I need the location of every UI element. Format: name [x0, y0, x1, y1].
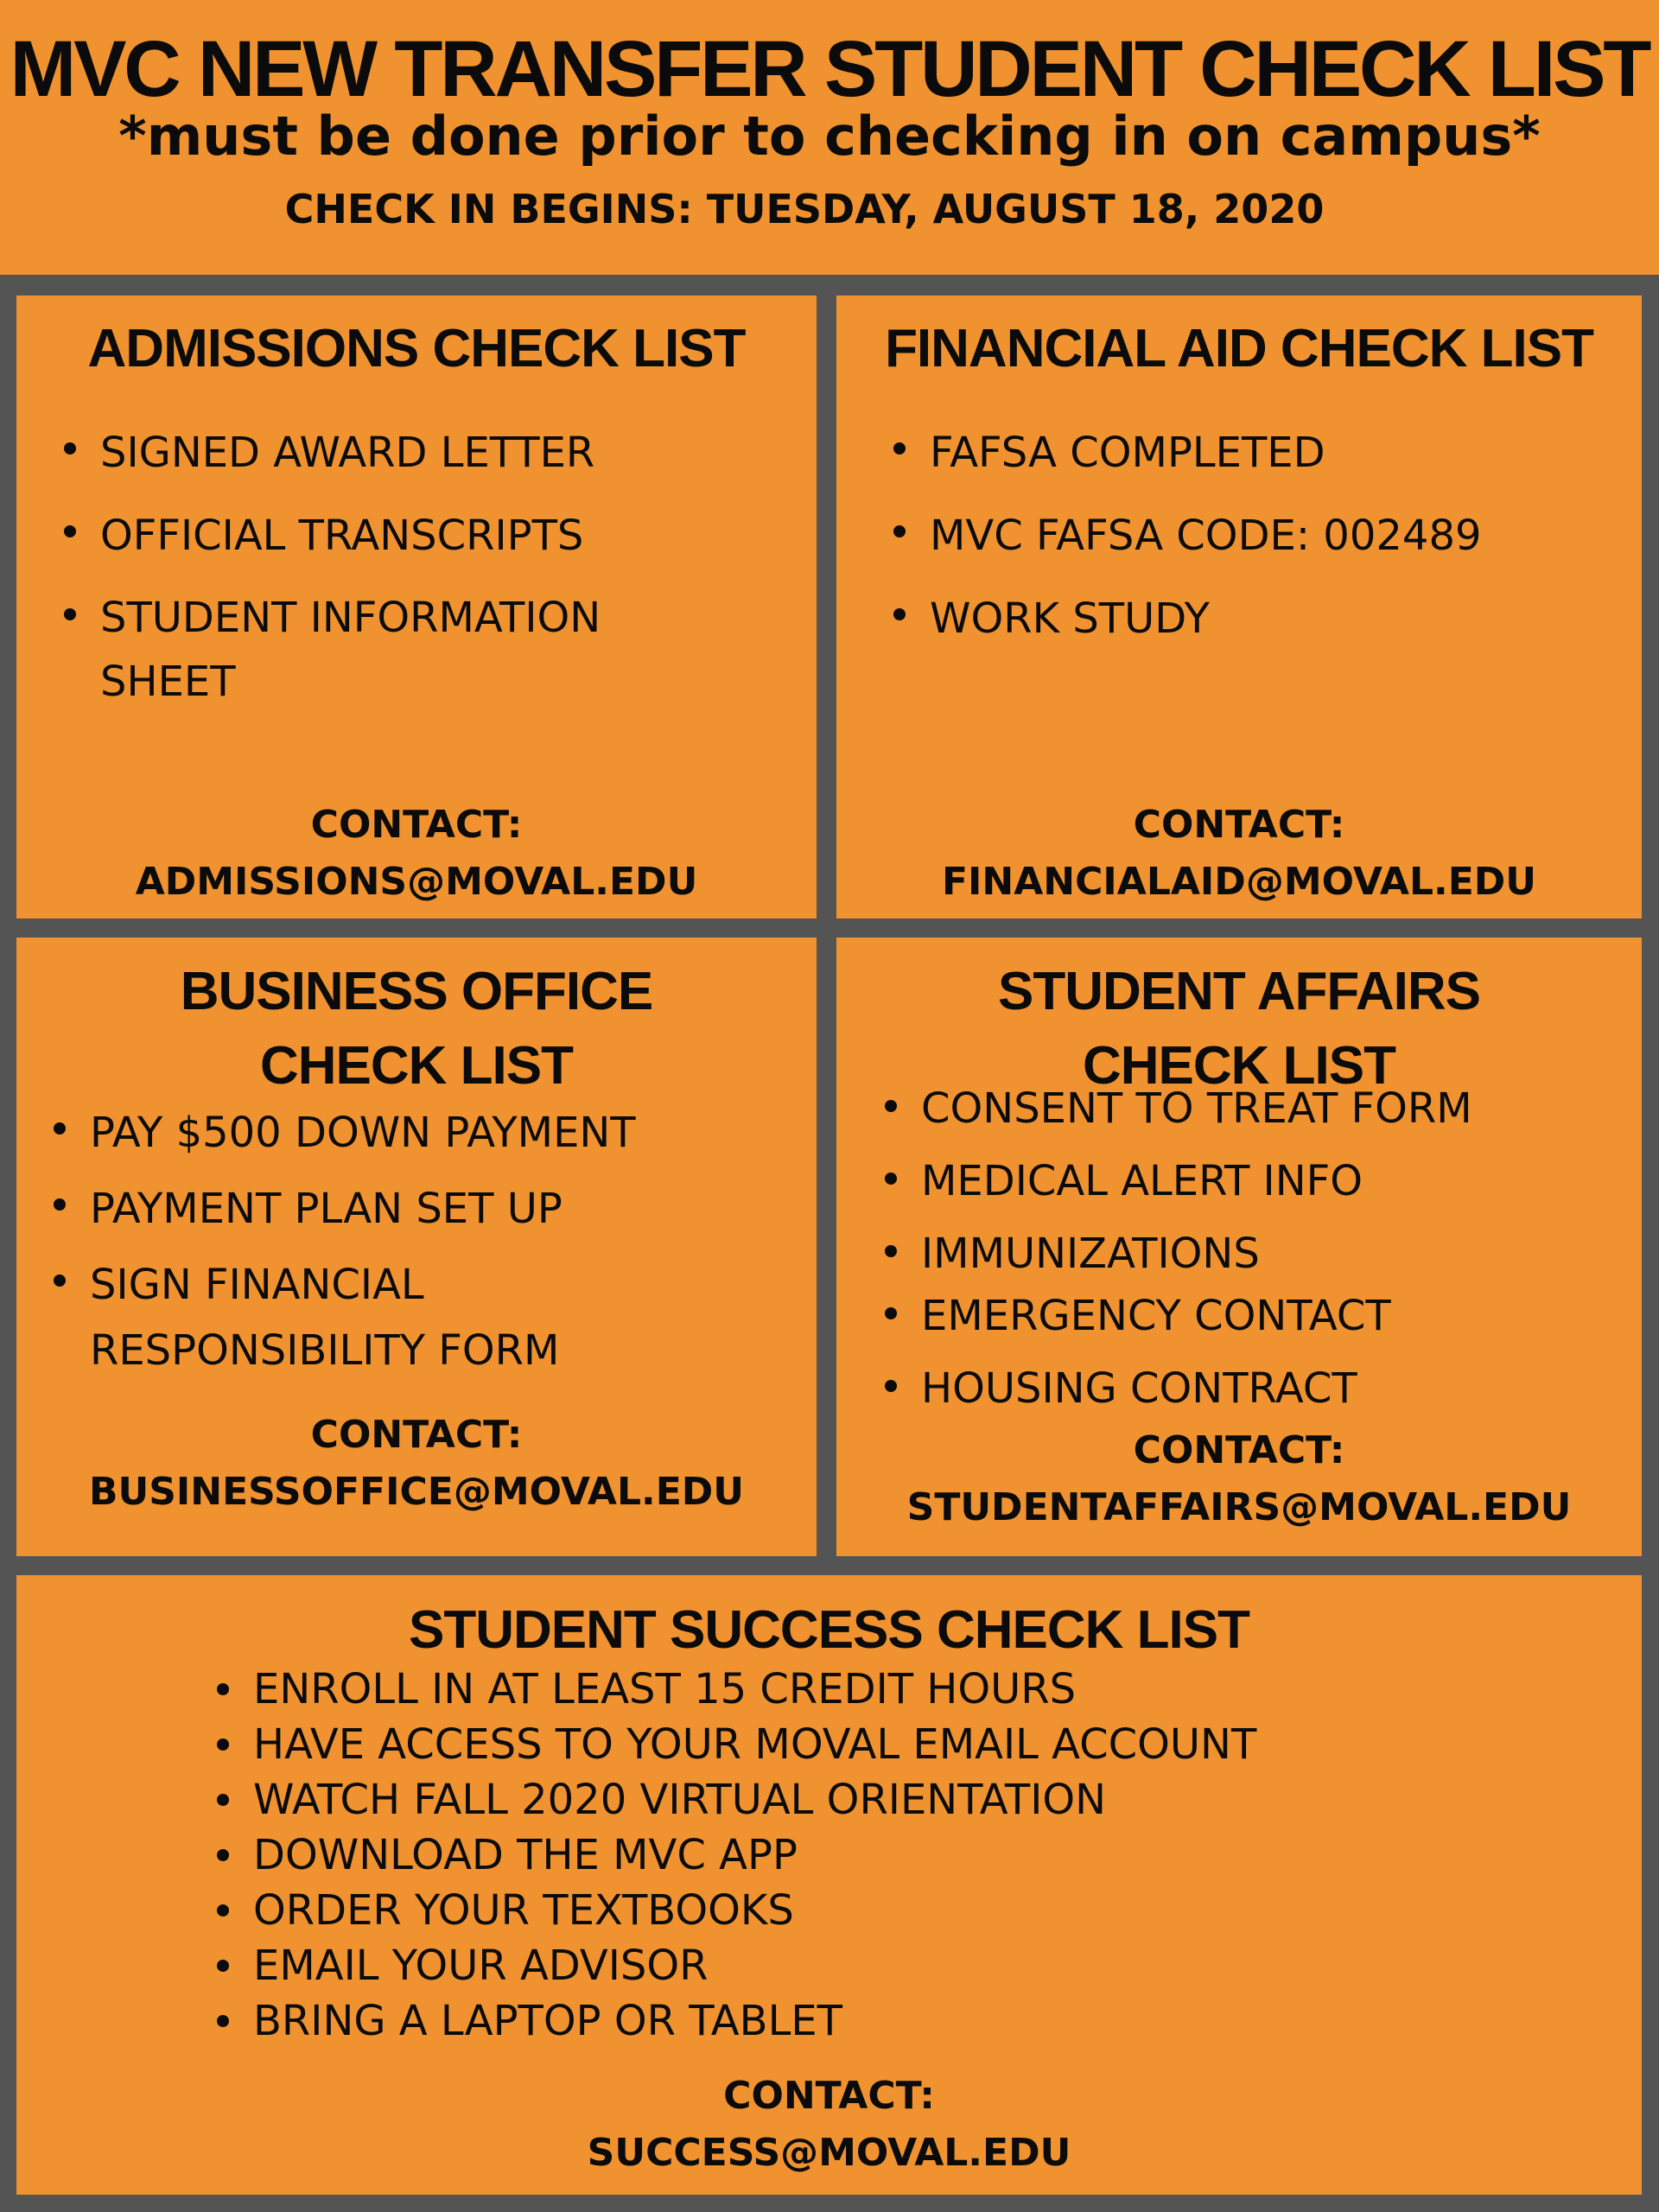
- contact-label: CONTACT:: [723, 2074, 935, 2118]
- student-success-title: STUDENT SUCCESS CHECK LIST: [409, 1600, 1249, 1660]
- business-office-contact: [16, 1407, 817, 1521]
- contact-label: CONTACT:: [1133, 1428, 1345, 1472]
- contact-email[interactable]: STUDENTAFFAIRS@MOVAL.EDU: [906, 1485, 1572, 1529]
- list-item-line: STUDENT INFORMATION: [100, 594, 601, 642]
- admissions-panel: [16, 296, 817, 918]
- list-item: HOUSING CONTRACT: [921, 1357, 1472, 1420]
- admissions-title: ADMISSIONS CHECK LIST: [87, 319, 746, 378]
- list-item: IMMUNIZATIONS: [921, 1223, 1472, 1285]
- list-item: DOWNLOAD THE MVC APP: [253, 1827, 1256, 1883]
- student-affairs-panel: [836, 938, 1642, 1556]
- list-item: OFFICIAL TRANSCRIPTS: [100, 503, 601, 569]
- title-line: STUDENT AFFAIRS: [998, 962, 1480, 1021]
- list-item: MEDICAL ALERT INFO: [921, 1150, 1472, 1212]
- admissions-contact: [16, 797, 817, 911]
- list-item: ORDER YOUR TEXTBOOKS: [253, 1883, 1256, 1938]
- list-item: ENROLL IN AT LEAST 15 CREDIT HOURS: [253, 1662, 1256, 1717]
- contact-label: CONTACT:: [310, 803, 523, 847]
- business-office-list: [90, 1100, 636, 1394]
- contact-email[interactable]: FINANCIALAID@MOVAL.EDU: [941, 860, 1536, 904]
- list-item: FAFSA COMPLETED: [930, 420, 1482, 486]
- student-success-panel: [16, 1575, 1642, 2195]
- student-success-list: [253, 1662, 1256, 2049]
- student-success-contact: [16, 2068, 1642, 2182]
- title-line: CHECK LIST: [1083, 1036, 1395, 1096]
- list-item-continuation: RESPONSIBILITY FORM: [90, 1326, 560, 1375]
- list-item: HAVE ACCESS TO YOUR MOVAL EMAIL ACCOUNT: [253, 1717, 1256, 1772]
- financial-aid-contact: [836, 797, 1642, 911]
- contact-label: CONTACT:: [310, 1413, 523, 1457]
- list-item: MVC FAFSA CODE: 002489: [930, 503, 1482, 569]
- list-item-continuation: [100, 650, 601, 714]
- list-item: CONSENT TO TREAT FORM: [921, 1077, 1472, 1140]
- page-subtitle: *must be done prior to checking in on campus*: [118, 105, 1541, 168]
- student-affairs-list: [921, 1077, 1472, 1430]
- financial-aid-list: [930, 420, 1482, 669]
- list-item: PAY $500 DOWN PAYMENT: [90, 1100, 636, 1166]
- checkin-date: CHECK IN BEGINS: TUESDAY, AUGUST 18, 2020: [284, 186, 1325, 232]
- header-banner: [0, 0, 1659, 275]
- list-item: WORK STUDY: [930, 586, 1482, 652]
- list-item: [100, 586, 601, 650]
- list-item: EMERGENCY CONTACT: [921, 1285, 1472, 1347]
- list-item: BRING A LAPTOP OR TABLET: [253, 1993, 1256, 2049]
- contact-email[interactable]: SUCCESS@MOVAL.EDU: [587, 2131, 1071, 2175]
- business-office-title: [16, 955, 817, 1103]
- contact-label: CONTACT:: [1133, 803, 1345, 847]
- financial-aid-panel: [836, 296, 1642, 918]
- student-affairs-contact: [836, 1422, 1642, 1536]
- admissions-list: [100, 420, 601, 731]
- list-item: EMAIL YOUR ADVISOR: [253, 1938, 1256, 1993]
- contact-email[interactable]: BUSINESSOFFICE@MOVAL.EDU: [88, 1470, 745, 1514]
- financial-aid-title: FINANCIAL AID CHECK LIST: [885, 319, 1593, 378]
- list-item: WATCH FALL 2020 VIRTUAL ORIENTATION: [253, 1772, 1256, 1827]
- title-line: BUSINESS OFFICE: [180, 962, 653, 1021]
- list-item: SIGN FINANCIAL: [90, 1252, 636, 1318]
- list-item: PAYMENT PLAN SET UP: [90, 1176, 636, 1242]
- list-item: SIGNED AWARD LETTER: [100, 420, 601, 486]
- business-office-panel: [16, 938, 817, 1556]
- title-line: CHECK LIST: [260, 1036, 573, 1096]
- contact-email[interactable]: ADMISSIONS@MOVAL.EDU: [135, 860, 698, 904]
- page-title: MVC NEW TRANSFER STUDENT CHECK LIST: [10, 25, 1649, 113]
- list-item-line: SHEET: [100, 658, 236, 706]
